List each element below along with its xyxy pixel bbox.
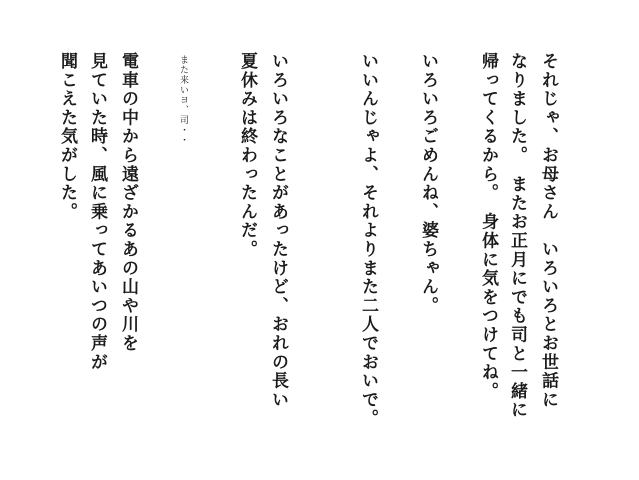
text-column-6: いろいろなことがあったけど、おれの長い [268,52,288,410]
text-column-9: 電車の中から遠ざかるあの山や川を [118,52,138,353]
text-column-5: いいんじゃよ、それよりまた二人でおいで。 [358,52,378,428]
text-column-7: 夏休みは終わったんだ。 [237,52,257,259]
text-column-8: また来いヨ、司・・ [178,55,188,145]
text-column-10: 見ていた時、風に乗ってあいつの声が [87,52,107,372]
text-column-3: 帰ってくるから。 身体に気をつけてね。 [478,52,498,401]
text-column-4: いろいろごめんね、婆ちゃん。 [418,52,438,316]
text-column-11: 聞こえた気がした。 [57,52,77,222]
text-column-1: それじゃ、お母さん いろいろとお世話に [538,52,558,410]
text-column-2: なりました。 またお正月にでも司と一緒に [507,52,527,420]
